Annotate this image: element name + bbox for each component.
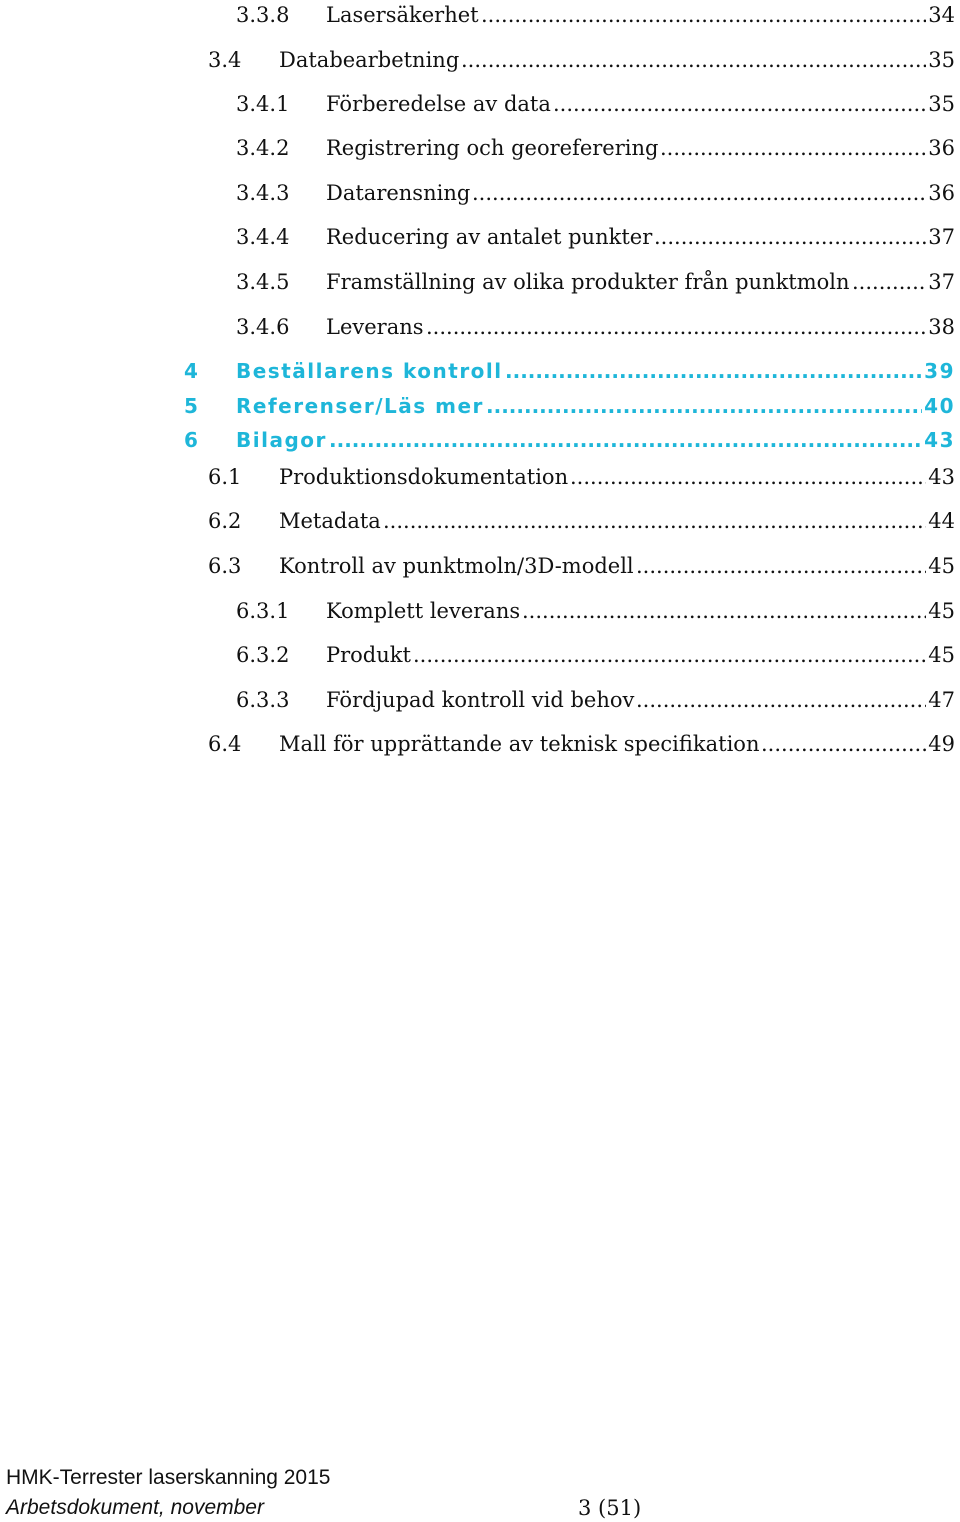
toc-entry-number: 6.3.2 bbox=[236, 643, 290, 667]
toc-entry-page: 35 bbox=[928, 48, 955, 72]
toc-entry-number: 3.4 bbox=[208, 48, 242, 72]
toc-entry[interactable] bbox=[0, 0, 960, 30]
toc-entry-page: 35 bbox=[928, 92, 955, 116]
toc-entry-page: 43 bbox=[924, 428, 955, 452]
toc-leader-dots bbox=[553, 89, 926, 119]
toc-entry-page: 49 bbox=[928, 732, 955, 756]
toc-entry-number: 3.3.8 bbox=[236, 3, 290, 27]
toc-entry[interactable] bbox=[0, 267, 960, 297]
toc-entry-title: Beställarens kontroll bbox=[236, 359, 503, 383]
toc-leader-dots bbox=[413, 640, 926, 670]
toc-entry-number: 6.1 bbox=[208, 465, 242, 489]
toc-entry-title: Kontroll av punktmoln/3D-modell bbox=[279, 554, 634, 578]
toc-entry[interactable] bbox=[0, 551, 960, 581]
toc-entry-number: 3.4.1 bbox=[236, 92, 290, 116]
toc-entry-title: Leverans bbox=[326, 315, 424, 339]
toc-entry-page: 36 bbox=[928, 181, 955, 205]
toc-entry-page: 34 bbox=[928, 3, 955, 27]
toc-entry-number: 6.3 bbox=[208, 554, 242, 578]
footer-title: HMK-Terrester laserskanning 2015 bbox=[6, 1466, 331, 1489]
toc-entry[interactable] bbox=[0, 596, 960, 626]
toc-entry-title: Datarensning bbox=[326, 181, 471, 205]
toc-leader-dots bbox=[426, 312, 926, 342]
toc-entry-title: Databearbetning bbox=[279, 48, 460, 72]
toc-entry-number: 6.4 bbox=[208, 732, 242, 756]
toc-entry[interactable] bbox=[0, 133, 960, 163]
toc-entry-title: Bilagor bbox=[236, 428, 327, 452]
toc-entry[interactable] bbox=[0, 391, 960, 421]
toc-leader-dots bbox=[660, 133, 926, 163]
toc-entry[interactable] bbox=[0, 685, 960, 715]
toc-entry-title: Metadata bbox=[279, 509, 381, 533]
toc-leader-dots bbox=[486, 391, 922, 421]
toc-entry[interactable] bbox=[0, 222, 960, 252]
toc-entry-title: Framställning av olika produkter från punktmoln bbox=[326, 270, 850, 294]
toc-entry[interactable] bbox=[0, 312, 960, 342]
toc-entry-number: 3.4.6 bbox=[236, 315, 290, 339]
toc-leader-dots bbox=[472, 178, 926, 208]
toc-entry-number: 6.3.3 bbox=[236, 688, 290, 712]
toc-entry-number: 3.4.4 bbox=[236, 225, 290, 249]
toc-leader-dots bbox=[383, 506, 926, 536]
toc-entry-title: Registrering och georeferering bbox=[326, 136, 659, 160]
toc-entry-title: Reducering av antalet punkter bbox=[326, 225, 653, 249]
toc-entry-page: 45 bbox=[928, 643, 955, 667]
toc-leader-dots bbox=[636, 685, 926, 715]
toc-entry-page: 44 bbox=[928, 509, 955, 533]
toc-entry-page: 39 bbox=[924, 359, 955, 383]
toc-leader-dots bbox=[522, 596, 926, 626]
toc-leader-dots bbox=[761, 729, 926, 759]
toc-leader-dots bbox=[852, 267, 926, 297]
toc-entry[interactable] bbox=[0, 729, 960, 759]
toc-entry-page: 43 bbox=[928, 465, 955, 489]
toc-entry-number: 6 bbox=[184, 428, 200, 452]
toc-entry-number: 6.3.1 bbox=[236, 599, 290, 623]
toc-entry-number: 3.4.3 bbox=[236, 181, 290, 205]
toc-entry-number: 3.4.2 bbox=[236, 136, 290, 160]
toc-entry-page: 40 bbox=[924, 394, 955, 418]
toc-entry-page: 47 bbox=[928, 688, 955, 712]
toc-entry-title: Mall för upprättande av teknisk specifikation bbox=[279, 732, 760, 756]
toc-entry[interactable] bbox=[0, 356, 960, 386]
toc-entry-title: Komplett leverans bbox=[326, 599, 521, 623]
toc-entry-number: 4 bbox=[184, 359, 200, 383]
toc-entry-page: 37 bbox=[928, 225, 955, 249]
toc-entry-page: 45 bbox=[928, 599, 955, 623]
toc-leader-dots bbox=[570, 462, 926, 492]
toc-entry-number: 6.2 bbox=[208, 509, 242, 533]
toc-entry[interactable] bbox=[0, 462, 960, 492]
footer-page-number: 3 (51) bbox=[578, 1496, 642, 1520]
toc-leader-dots bbox=[481, 0, 926, 30]
toc-entry[interactable] bbox=[0, 178, 960, 208]
toc-entry-number: 5 bbox=[184, 394, 200, 418]
toc-entry[interactable] bbox=[0, 640, 960, 670]
toc-entry[interactable] bbox=[0, 89, 960, 119]
toc-leader-dots bbox=[636, 551, 926, 581]
toc-leader-dots bbox=[329, 425, 922, 455]
toc-leader-dots bbox=[505, 356, 922, 386]
toc-entry-page: 37 bbox=[928, 270, 955, 294]
toc-entry-page: 36 bbox=[928, 136, 955, 160]
footer-subtitle: Arbetsdokument, november bbox=[6, 1496, 264, 1519]
toc-entry-title: Lasersäkerhet bbox=[326, 3, 479, 27]
toc-entry-title: Referenser/Läs mer bbox=[236, 394, 484, 418]
toc-leader-dots bbox=[654, 222, 926, 252]
toc-entry-title: Förberedelse av data bbox=[326, 92, 551, 116]
toc-entry[interactable] bbox=[0, 45, 960, 75]
toc-entry-title: Produkt bbox=[326, 643, 411, 667]
toc-entry-number: 3.4.5 bbox=[236, 270, 290, 294]
toc-entry-title: Produktionsdokumentation bbox=[279, 465, 569, 489]
toc-entry-title: Fördjupad kontroll vid behov bbox=[326, 688, 635, 712]
toc-entry[interactable] bbox=[0, 506, 960, 536]
toc-entry[interactable] bbox=[0, 425, 960, 455]
toc-entry-page: 45 bbox=[928, 554, 955, 578]
toc-leader-dots bbox=[461, 45, 926, 75]
toc-entry-page: 38 bbox=[928, 315, 955, 339]
